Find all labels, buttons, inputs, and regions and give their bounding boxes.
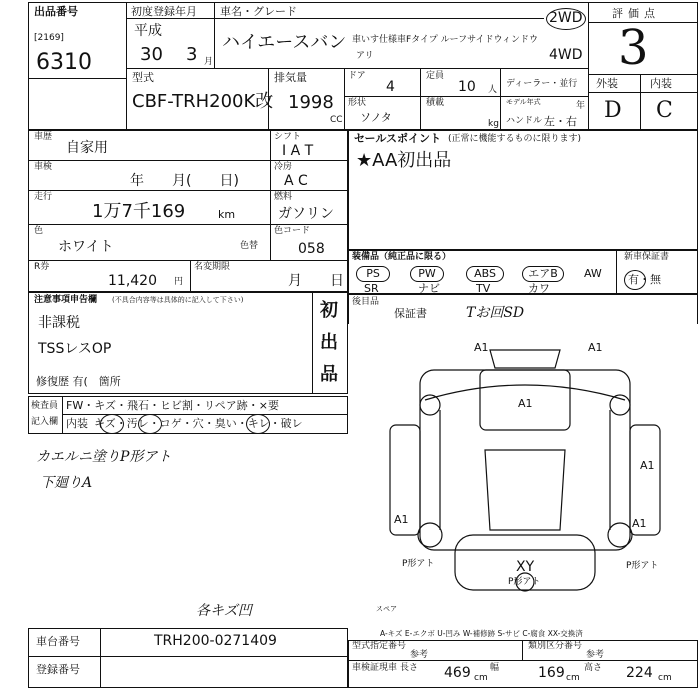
repaint-label: 色替 [240,241,259,251]
score-value: 3 [618,20,649,76]
width-label: 幅 [490,663,500,673]
handle: 左・右 [544,115,577,128]
year-unit: 年 [576,101,586,111]
disp-label: 排気量 [274,71,307,84]
hand-note-3: 各キズ凹 [196,603,252,619]
equip-aw: AW [584,267,602,280]
car-name: ハイエースバン [222,32,347,53]
equip-navi: ナビ [418,282,440,295]
era: 平成 [134,23,162,39]
shift: I A T [282,143,314,159]
drive-4wd: 4WD [549,47,583,63]
shape: ソノタ [360,111,392,124]
int-grade: C [656,98,673,123]
length: 469 [444,665,471,681]
mark-dent-3: P形アト [626,561,659,571]
height-label: 高さ [584,663,603,673]
shift-label: シフト [274,132,302,142]
sales-label: セールスポイント [354,132,442,145]
type-cert-value: 参考 [410,650,429,660]
fuel: ガソリン [278,206,334,222]
reg-label: 初度登録年月 [131,5,197,18]
handle-label: ハンドル [506,116,543,126]
capacity: 10 [458,79,476,95]
title-label: 名変期限 [194,262,231,272]
warranty: 有・無 [628,273,661,286]
ac-label: 冷房 [274,162,293,172]
lot-label: 出品番号 [34,5,78,18]
spare-label: スペア [376,605,397,613]
mark-a1-left: A1 [394,513,409,526]
width: 169 [538,665,565,681]
year: 30 [140,44,163,65]
model-label: 型式 [132,71,154,84]
load-label: 積載 [426,98,445,108]
legend: A-キズ E-エクボ U-凹み W-補修跡 S-サビ C-腐食 XX-交換済 [380,629,583,638]
recycle-label: R券 [34,262,50,272]
reg-number-label: 登録番号 [36,663,80,676]
grade-line2: アリ [356,51,374,61]
width-unit: cm [566,673,580,683]
notes-line1: 非課税 [38,315,80,331]
cap-unit: 人 [488,85,498,95]
class-label: 類別区分番号 [528,641,583,651]
month: 3 [186,44,198,65]
displacement: 1998 [288,92,334,113]
model: CBF-TRH200K改 [132,91,274,112]
dims-label: 車検証現車 [352,663,398,673]
model-year-label: モデル年式 [506,98,541,106]
mileage: 1万7千169 [92,201,186,222]
cc-unit: CC [330,115,343,125]
height: 224 [626,665,653,681]
cap-label: 定員 [426,71,445,81]
usage-label: 車歴 [34,132,53,142]
color: ホワイト [58,239,114,255]
new-warranty-label: 新車保証書 [624,252,670,262]
sales-section [348,130,698,250]
first-time-3: 品 [320,364,338,385]
sales-note: (正常に機能するものに限ります) [448,134,582,144]
equipment-label: 装備品（純正品に限る） [352,252,452,262]
mark-dent-1: P形アト [508,577,541,587]
usage: 自家用 [66,140,108,156]
color-code-label: 色コード [274,226,311,236]
first-time-1: 初 [320,300,338,321]
chassis-number: TRH200-0271409 [154,633,277,649]
mark-xy: XY [516,559,535,575]
equip-sr: SR [364,282,379,295]
equip-leather: カワ [528,282,550,295]
lot-sub: [2169] [34,33,64,43]
grade-line1: 車いす仕様車Fタイプ ルーフサイドウィンドウ [352,35,538,45]
notes-sub: (不具合内容等は具体的に記入して下さい) [112,296,244,304]
inspect-label: 車検 [34,162,53,172]
equip-abs: ABS [466,266,504,282]
equip-airbag: エアB [522,266,564,282]
mark-circle-1 [100,414,124,434]
inspector-int-row: キズ・汚レ・コゲ・穴・臭い・キレ・破レ [94,417,303,430]
ext-grade: D [604,98,622,123]
height-unit: cm [658,673,672,683]
mark-circle-2 [138,414,162,434]
after-hand: Tお回SD [466,305,525,321]
int-label: 内装 [650,77,672,90]
month-unit: 月 [204,57,214,67]
recycle: 11,420 [108,273,157,289]
shape-label: 形状 [348,98,367,108]
equip-tv: TV [476,282,491,295]
name-label: 車名・グレード [220,5,297,18]
equip-ps: PS [356,266,390,282]
lot-number: 6310 [36,50,92,75]
mark-circle-3 [246,414,270,434]
after-label: 後目品 [352,297,380,307]
dealer-label: ディーラー・並行 [506,79,578,89]
color-code: 058 [298,241,325,257]
mark-a1-rear-right: A1 [632,517,647,530]
hand-note-1: カエルニ塗りP形アト [36,449,172,465]
title-value: 月 日 [288,273,344,289]
ac: A C [284,173,308,189]
inspect-value: 年 月( 日) [130,173,239,189]
type-cert-label: 型式指定番号 [352,641,407,651]
color-label: 色 [34,226,44,236]
inspector-label1: 検査員 [31,401,59,411]
mark-a1-right: A1 [640,459,655,472]
inspector-int-label: 内装 [66,417,88,430]
length-unit: cm [474,673,488,683]
inspector-label2: 記入欄 [31,417,59,427]
notes-label: 注意事項申告欄 [34,295,98,305]
mark-a1-front-left: A1 [474,341,489,354]
equip-pw: PW [410,266,444,282]
yen-unit: 円 [174,277,184,287]
mark-a1-front-right: A1 [588,341,603,354]
score-label: 評価点 [612,7,660,20]
door-label: ドア [348,71,366,81]
sales-point: ★AA初出品 [356,150,452,171]
class-value: 参考 [586,650,605,660]
doors: 4 [386,79,395,95]
inspector-ext-row: FW・キズ・飛石・ヒビ割・リペア跡・×要 [66,399,279,412]
km-unit: km [218,208,236,221]
chassis-label: 車台番号 [36,635,80,648]
warranty-yes-circle [624,270,646,290]
first-time-2: 出 [320,332,338,353]
mileage-label: 走行 [34,192,53,202]
kg-unit: kg [488,119,499,129]
ext-label: 外装 [596,77,618,90]
mark-a1-roof: A1 [518,397,533,410]
length-label: 長さ [400,663,419,673]
hand-note-2: 下廻りA [40,475,93,491]
notes-line2: TSSレスOP [38,341,112,357]
fuel-label: 燃料 [274,192,293,202]
mark-dent-2: P形アト [402,559,435,569]
after-value: 保証書 [394,307,427,320]
repair-history: 修復歴 有( 箇所 [36,375,121,388]
drive-2wd: 2WD [549,10,583,26]
